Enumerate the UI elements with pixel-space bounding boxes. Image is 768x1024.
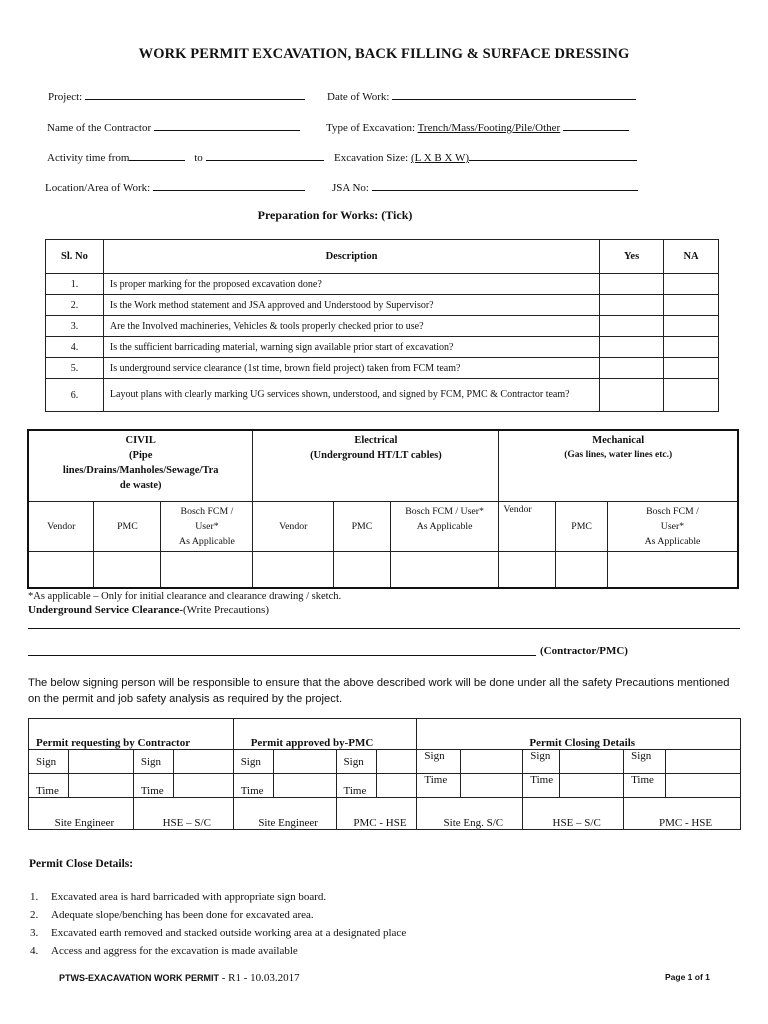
excavation-type-field	[326, 120, 629, 134]
sign-cell[interactable]	[253, 551, 334, 588]
civil-bosch	[161, 501, 253, 551]
contractor-pmc-label: (Contractor/PMC)	[540, 645, 628, 657]
ug-clearance-line	[28, 604, 269, 616]
location-field	[45, 180, 305, 194]
preparation-header-row	[46, 240, 719, 274]
row-description: Are the Involved machineries, Vehicles & tools properly checked prior to use?	[103, 316, 599, 337]
activity-to-label: to	[194, 152, 203, 164]
bosch-line-1: Bosch FCM /	[646, 505, 699, 517]
closing-header: Permit Closing Details	[417, 719, 741, 750]
sign-cell[interactable]	[390, 551, 499, 588]
sign-label: Sign	[624, 750, 666, 774]
mechanical-bosch	[608, 501, 739, 551]
table-row	[46, 274, 719, 295]
na-cell[interactable]	[664, 379, 719, 412]
role-hse-sc: HSE – S/C	[523, 798, 624, 830]
sign-cell[interactable]	[376, 750, 417, 774]
na-cell[interactable]	[664, 337, 719, 358]
signoff-sign-row	[29, 750, 741, 774]
list-item-text: Excavated earth removed and stacked outside working area at a designated place	[51, 927, 407, 939]
list-item-text: Access and aggress for the excavation is made available	[51, 945, 298, 957]
sign-label: Sign	[29, 750, 69, 774]
na-cell[interactable]	[664, 358, 719, 379]
electrical-header	[253, 430, 499, 501]
permit-close-heading: Permit Close Details:	[29, 858, 134, 870]
excavation-size-field	[334, 150, 637, 164]
role-site-eng-sc: Site Eng. S/C	[417, 798, 523, 830]
sign-cell[interactable]	[94, 551, 161, 588]
approved-header: Permit approved by-PMC	[233, 719, 417, 750]
list-item-text: Excavated area is hard barricaded with appropriate sign board.	[51, 891, 327, 903]
sign-cell[interactable]	[334, 551, 391, 588]
project-field	[48, 89, 305, 103]
date-of-work-input-line[interactable]	[392, 89, 636, 100]
jsa-field	[332, 180, 638, 194]
excavation-size-value: (L X B X W)	[410, 152, 470, 164]
row-description: Is the sufficient barricading material, warning sign available prior start of excavation?	[103, 337, 599, 358]
contractor-input-line[interactable]	[154, 120, 300, 131]
list-item: 1. Excavated area is hard barricaded with appropriate sign board.	[30, 891, 327, 903]
electrical-pmc: PMC	[334, 501, 391, 551]
footer-doc-name: PTWS-EXACAVATION WORK PERMIT	[59, 973, 219, 983]
table-row	[46, 295, 719, 316]
row-number: 3.	[46, 316, 104, 337]
time-cell[interactable]	[560, 774, 624, 798]
excavation-size-label: Excavation Size:	[334, 152, 409, 164]
activity-time-field	[47, 150, 324, 164]
sign-cell[interactable]	[273, 750, 336, 774]
mechanical-subtitle: (Gas lines, water lines etc.)	[564, 450, 673, 460]
row-description: Is proper marking for the proposed excavation done?	[103, 274, 599, 295]
sign-cell[interactable]	[461, 750, 523, 774]
signoff-header-row	[29, 719, 741, 750]
contractor-pmc-line[interactable]	[28, 655, 536, 656]
clearance-table	[27, 429, 739, 589]
table-row	[46, 358, 719, 379]
sign-cell[interactable]	[161, 551, 253, 588]
clearance-header-row	[28, 430, 738, 501]
header-description: Description	[103, 240, 599, 274]
header-sl-no: Sl. No	[46, 240, 104, 274]
mechanical-vendor: Vendor	[499, 501, 556, 551]
time-label: Time	[523, 774, 560, 798]
row-number: 5.	[46, 358, 104, 379]
time-label: Time	[336, 774, 376, 798]
sign-cell[interactable]	[173, 750, 233, 774]
mechanical-header	[499, 430, 738, 501]
page-title: WORK PERMIT EXCAVATION, BACK FILLING & SURFACE DRESSING	[138, 46, 630, 62]
jsa-input-line[interactable]	[372, 180, 638, 191]
time-cell[interactable]	[68, 774, 133, 798]
time-cell[interactable]	[173, 774, 233, 798]
signoff-time-row	[29, 774, 741, 798]
electrical-title: Electrical	[354, 435, 398, 446]
preparation-table	[45, 239, 719, 412]
time-cell[interactable]	[666, 774, 741, 798]
row-number: 4.	[46, 337, 104, 358]
excavation-size-input-line[interactable]	[469, 150, 637, 161]
row-number: 1.	[46, 274, 104, 295]
list-item: 4. Access and aggress for the excavation is made available	[30, 945, 298, 957]
excavation-type-label: Type of Excavation:	[326, 122, 416, 134]
sign-cell[interactable]	[68, 750, 133, 774]
table-row	[46, 337, 719, 358]
time-label: Time	[624, 774, 666, 798]
sign-cell[interactable]	[28, 551, 94, 588]
footer-doc-id	[59, 972, 300, 984]
time-label: Time	[417, 774, 461, 798]
bosch-line-1: Bosch FCM /	[180, 505, 234, 517]
date-of-work-label: Date of Work:	[327, 91, 390, 103]
location-label: Location/Area of Work:	[45, 182, 151, 194]
ug-clearance-subheading: (Write Precautions)	[183, 604, 269, 616]
excavation-type-input-line[interactable]	[563, 120, 629, 131]
responsibility-statement: The below signing person will be responsible to ensure that the above described work will be done under all the safety Precautions mentioned on the permit and job safety analysis as required by the project.	[28, 677, 730, 705]
ug-clearance-heading: Underground Service Clearance-	[28, 604, 183, 616]
mechanical-pmc: PMC	[556, 501, 608, 551]
activity-from-input-line[interactable]	[129, 150, 185, 161]
footer-revision: - R1 - 10.03.2017	[219, 972, 300, 984]
time-cell[interactable]	[461, 774, 523, 798]
civil-header	[28, 430, 253, 501]
sign-label: Sign	[233, 750, 273, 774]
time-label: Time	[133, 774, 173, 798]
activity-to-input-line[interactable]	[206, 150, 324, 161]
contractor-label: Name of the Contractor	[47, 122, 152, 134]
applicable-note: *As applicable – Only for initial clearance and clearance drawing / sketch.	[28, 591, 342, 602]
jsa-label: JSA No:	[332, 182, 369, 194]
na-cell[interactable]	[664, 274, 719, 295]
project-input-line[interactable]	[85, 89, 305, 100]
civil-title: CIVIL	[125, 435, 156, 446]
sign-label: Sign	[336, 750, 376, 774]
permit-signoff-table	[28, 718, 741, 830]
clearance-role-row	[28, 501, 738, 551]
yes-cell[interactable]	[600, 379, 664, 412]
sign-cell[interactable]	[499, 551, 556, 588]
bosch-line-3: As Applicable	[179, 535, 235, 547]
header-yes: Yes	[600, 240, 664, 274]
footer-page-number: Page 1 of 1	[665, 972, 710, 982]
table-row	[46, 316, 719, 337]
time-label: Time	[233, 774, 273, 798]
project-label: Project:	[48, 91, 83, 103]
sign-cell[interactable]	[560, 750, 624, 774]
sign-label: Sign	[523, 750, 560, 774]
bosch-line-2: As Applicable	[416, 520, 473, 532]
permit-close-list	[30, 888, 406, 960]
header-na: NA	[664, 240, 719, 274]
signoff-role-row	[29, 798, 741, 830]
role-site-engineer: Site Engineer	[29, 798, 134, 830]
yes-cell[interactable]	[600, 337, 664, 358]
sign-label: Sign	[417, 750, 461, 774]
table-row	[46, 379, 719, 412]
role-site-engineer: Site Engineer	[233, 798, 336, 830]
contractor-field	[47, 120, 300, 134]
sign-cell[interactable]	[556, 551, 608, 588]
na-cell[interactable]	[664, 295, 719, 316]
role-pmc-hse: PMC - HSE	[624, 798, 741, 830]
electrical-bosch	[390, 501, 499, 551]
yes-cell[interactable]	[600, 295, 664, 316]
excavation-type-options: Trench/Mass/Footing/Pile/Other	[417, 122, 561, 134]
bosch-line-2: User*	[195, 520, 219, 532]
date-of-work-field	[327, 89, 636, 103]
bosch-line-1: Bosch FCM / User*	[405, 505, 484, 517]
civil-vendor: Vendor	[28, 501, 94, 551]
requesting-header: Permit requesting by Contractor	[29, 719, 234, 750]
yes-cell[interactable]	[600, 274, 664, 295]
row-description: Is the Work method statement and JSA approved and Understood by Supervisor?	[103, 295, 599, 316]
sign-label: Sign	[133, 750, 173, 774]
electrical-subtitle: (Underground HT/LT cables)	[310, 450, 442, 461]
bosch-line-3: As Applicable	[644, 535, 701, 547]
na-cell[interactable]	[664, 316, 719, 337]
list-item-text: Adequate slope/benching has been done for excavated area.	[51, 909, 314, 921]
bosch-line-2: User*	[660, 520, 685, 532]
time-cell[interactable]	[376, 774, 417, 798]
yes-cell[interactable]	[600, 316, 664, 337]
sign-cell[interactable]	[666, 750, 741, 774]
row-number: 6.	[46, 379, 104, 412]
time-cell[interactable]	[273, 774, 336, 798]
precautions-line[interactable]	[28, 628, 740, 629]
row-description: Layout plans with clearly marking UG services shown, understood, and signed by FCM, PMC & Contractor team?	[103, 379, 599, 412]
row-description: Is underground service clearance (1st time, brown field project) taken from FCM team?	[103, 358, 599, 379]
sign-cell[interactable]	[608, 551, 739, 588]
civil-pmc: PMC	[94, 501, 161, 551]
role-hse-sc: HSE – S/C	[133, 798, 233, 830]
civil-subtitle: (Pipe lines/Drains/Manholes/Sewage/Tra de waste)	[62, 450, 219, 491]
row-number: 2.	[46, 295, 104, 316]
preparation-heading: Preparation for Works: (Tick)	[257, 208, 413, 222]
location-input-line[interactable]	[153, 180, 305, 191]
role-pmc-hse: PMC - HSE	[336, 798, 417, 830]
yes-cell[interactable]	[600, 358, 664, 379]
list-item: 3. Excavated earth removed and stacked outside working area at a designated place	[30, 927, 407, 939]
electrical-vendor: Vendor	[253, 501, 334, 551]
list-item: 2. Adequate slope/benching has been done for excavated area.	[30, 909, 314, 921]
clearance-sign-row	[28, 551, 738, 588]
mechanical-title: Mechanical	[592, 435, 645, 446]
time-label: Time	[29, 774, 69, 798]
activity-from-label: Activity time from	[47, 152, 130, 164]
